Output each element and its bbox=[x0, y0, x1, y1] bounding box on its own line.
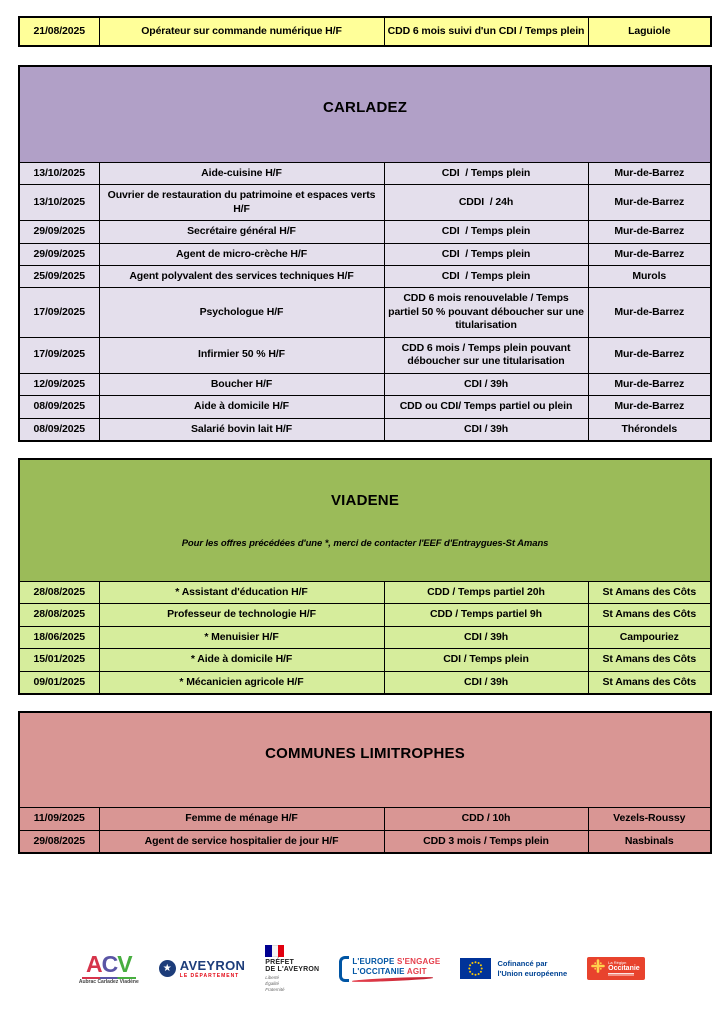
offer-row bbox=[19, 221, 711, 243]
offer-job-cell: Agent de service hospitalier de jour H/F bbox=[99, 830, 384, 853]
offer-job-cell: * Aide à domicile H/F bbox=[99, 649, 384, 671]
eu-cofinance-text bbox=[497, 959, 567, 978]
prefet-aveyron-logo bbox=[265, 945, 319, 993]
offer-job-cell: Psychologue H/F bbox=[99, 288, 384, 337]
section-header-row bbox=[19, 712, 711, 808]
offer-location-cell: Mur-de-Barrez bbox=[588, 337, 711, 373]
offer-date-cell: 29/09/2025 bbox=[19, 243, 99, 265]
section-header-row bbox=[19, 66, 711, 162]
offer-date-cell: 13/10/2025 bbox=[19, 162, 99, 184]
offer-contract-cell: CDI / Temps plein bbox=[384, 649, 588, 671]
offer-row bbox=[19, 373, 711, 395]
prefet-line1: PRÉFET bbox=[265, 959, 295, 966]
offer-contract-cell: CDD / Temps partiel 9h bbox=[384, 604, 588, 626]
offer-job-cell: Aide à domicile H/F bbox=[99, 396, 384, 418]
offer-location-cell: Murols bbox=[588, 266, 711, 288]
europe-engage-logo bbox=[339, 956, 440, 982]
section-subtitle: Pour les offres précédées d'une *, merci de contacter l'EEF d'Entraygues-St Amans bbox=[181, 537, 549, 549]
offer-location-cell: St Amans des Côts bbox=[588, 671, 711, 694]
offers-table bbox=[18, 16, 712, 47]
aveyron-star-icon bbox=[159, 960, 176, 977]
offer-location-cell: Campouriez bbox=[588, 626, 711, 648]
offer-row bbox=[19, 396, 711, 418]
occitanie-region-label: La Région bbox=[608, 960, 627, 966]
offer-row bbox=[19, 337, 711, 373]
offer-row bbox=[19, 808, 711, 830]
offer-row bbox=[19, 604, 711, 626]
offer-date-cell: 25/09/2025 bbox=[19, 266, 99, 288]
offer-row bbox=[19, 266, 711, 288]
offer-date-cell: 15/01/2025 bbox=[19, 649, 99, 671]
offer-location-cell: Nasbinals bbox=[588, 830, 711, 853]
section-title: COMMUNES LIMITROPHES bbox=[265, 744, 465, 762]
offer-row bbox=[19, 671, 711, 694]
section-title: CARLADEZ bbox=[322, 99, 408, 117]
offer-location-cell: St Amans des Côts bbox=[588, 604, 711, 626]
europe-line2-blue: L'OCCITANIE bbox=[352, 966, 405, 976]
offer-date-cell: 29/08/2025 bbox=[19, 830, 99, 853]
europe-line1-red: S'ENGAGE bbox=[396, 957, 441, 967]
occitan-cross-icon bbox=[591, 959, 605, 978]
acv-subtitle: Aubrac Carladez Viadène bbox=[78, 979, 139, 986]
offer-contract-cell: CDI / 39h bbox=[384, 626, 588, 648]
eu-cofinance-logo bbox=[460, 958, 567, 979]
aveyron-name: AVEYRON bbox=[179, 958, 246, 974]
offer-location-cell: Mur-de-Barrez bbox=[588, 185, 711, 221]
offer-sections bbox=[18, 16, 710, 854]
occitanie-region-logo bbox=[587, 957, 645, 980]
offer-contract-cell: CDD ou CDI/ Temps partiel ou plein bbox=[384, 396, 588, 418]
offer-contract-cell: CDD 6 mois renouvelable / Temps partiel 50 % pouvant déboucher sur une titularisation bbox=[384, 288, 588, 337]
offer-row bbox=[19, 162, 711, 184]
bracket-icon bbox=[339, 956, 349, 982]
motto-fraternite: Fraternité bbox=[265, 986, 285, 992]
offer-job-cell: Salarié bovin lait H/F bbox=[99, 418, 384, 441]
offer-row bbox=[19, 288, 711, 337]
offers-content bbox=[18, 16, 710, 870]
offer-location-cell: St Amans des Côts bbox=[588, 581, 711, 603]
offer-row bbox=[19, 185, 711, 221]
prefet-motto bbox=[265, 975, 284, 993]
acv-logo bbox=[78, 950, 139, 986]
offer-job-cell: Ouvrier de restauration du patrimoine et espaces verts H/F bbox=[99, 185, 384, 221]
offer-location-cell: Mur-de-Barrez bbox=[588, 396, 711, 418]
offer-job-cell: Professeur de technologie H/F bbox=[99, 604, 384, 626]
french-flag-icon bbox=[265, 945, 284, 957]
aveyron-text bbox=[180, 959, 245, 979]
europe-line1 bbox=[352, 957, 440, 966]
offer-date-cell: 17/09/2025 bbox=[19, 337, 99, 373]
offer-job-cell: Opérateur sur commande numérique H/F bbox=[99, 17, 384, 46]
offer-contract-cell: CDD 3 mois / Temps plein bbox=[384, 830, 588, 853]
offer-location-cell: Vezels-Roussy bbox=[588, 808, 711, 830]
offer-date-cell: 29/09/2025 bbox=[19, 221, 99, 243]
offers-table bbox=[18, 65, 712, 442]
offer-date-cell: 08/09/2025 bbox=[19, 418, 99, 441]
offer-contract-cell: CDI / Temps plein bbox=[384, 221, 588, 243]
europe-line1-blue: L'EUROPE bbox=[352, 957, 395, 967]
motto-egalite: Égalité bbox=[265, 980, 279, 986]
offer-location-cell: Mur-de-Barrez bbox=[588, 221, 711, 243]
europe-line2 bbox=[352, 967, 440, 976]
offer-contract-cell: CDD / 10h bbox=[384, 808, 588, 830]
offer-row bbox=[19, 418, 711, 441]
occitanie-name: Occitanie bbox=[608, 965, 640, 973]
offer-contract-cell: CDD 6 mois suivi d'un CDI / Temps plein bbox=[384, 17, 588, 46]
offer-job-cell: Agent polyvalent des services techniques H/F bbox=[99, 266, 384, 288]
aveyron-subtitle: LE DÉPARTEMENT bbox=[179, 972, 240, 979]
offer-contract-cell: CDD / Temps partiel 20h bbox=[384, 581, 588, 603]
offer-date-cell: 11/09/2025 bbox=[19, 808, 99, 830]
offer-date-cell: 17/09/2025 bbox=[19, 288, 99, 337]
offer-contract-cell: CDI / Temps plein bbox=[384, 162, 588, 184]
offer-row bbox=[19, 830, 711, 853]
offer-location-cell: St Amans des Côts bbox=[588, 649, 711, 671]
offer-location-cell: Mur-de-Barrez bbox=[588, 373, 711, 395]
section-title: VIADENE bbox=[330, 491, 400, 509]
offer-location-cell: Mur-de-Barrez bbox=[588, 243, 711, 265]
offer-date-cell: 12/09/2025 bbox=[19, 373, 99, 395]
offer-row bbox=[19, 17, 711, 46]
offer-contract-cell: CDI / Temps plein bbox=[384, 243, 588, 265]
section-header bbox=[19, 66, 711, 162]
offer-date-cell: 21/08/2025 bbox=[19, 17, 99, 46]
offer-row bbox=[19, 243, 711, 265]
offer-contract-cell: CDD 6 mois / Temps plein pouvant déboucher sur une titularisation bbox=[384, 337, 588, 373]
offer-row bbox=[19, 649, 711, 671]
section-header bbox=[19, 712, 711, 808]
offers-table bbox=[18, 458, 712, 695]
acv-letter-c: C bbox=[101, 950, 118, 977]
offer-location-cell: Mur-de-Barrez bbox=[588, 162, 711, 184]
offer-date-cell: 08/09/2025 bbox=[19, 396, 99, 418]
offer-contract-cell: CDI / 39h bbox=[384, 418, 588, 441]
offer-job-cell: Femme de ménage H/F bbox=[99, 808, 384, 830]
offer-location-cell: Laguiole bbox=[588, 17, 711, 46]
offer-job-cell: Agent de micro-crèche H/F bbox=[99, 243, 384, 265]
offer-job-cell: * Menuisier H/F bbox=[99, 626, 384, 648]
offer-job-cell: * Mécanicien agricole H/F bbox=[99, 671, 384, 694]
eu-text-line2: l'Union européenne bbox=[497, 968, 568, 978]
acv-letter-v: V bbox=[117, 950, 132, 977]
occitanie-decorative-lines bbox=[608, 973, 634, 976]
section-header bbox=[19, 459, 711, 581]
offer-location-cell: Thérondels bbox=[588, 418, 711, 441]
occitanie-text bbox=[608, 961, 640, 976]
offer-job-cell: Infirmier 50 % H/F bbox=[99, 337, 384, 373]
europe-text bbox=[352, 957, 440, 980]
offer-job-cell: Boucher H/F bbox=[99, 373, 384, 395]
offer-date-cell: 28/08/2025 bbox=[19, 604, 99, 626]
section-header-row bbox=[19, 459, 711, 581]
prefet-line2: DE L'AVEYRON bbox=[265, 966, 320, 973]
red-swoosh bbox=[352, 976, 433, 982]
acv-letter-a: A bbox=[86, 950, 102, 977]
eu-text-line1: Cofinancé par bbox=[497, 959, 548, 969]
star-glyph: ★ bbox=[162, 963, 172, 975]
offer-row bbox=[19, 626, 711, 648]
acv-letters bbox=[86, 950, 132, 977]
offers-table bbox=[18, 711, 712, 854]
eu-flag-icon bbox=[460, 958, 491, 979]
offer-job-cell: Aide-cuisine H/F bbox=[99, 162, 384, 184]
europe-line2-red: AGIT bbox=[406, 966, 427, 976]
offer-date-cell: 09/01/2025 bbox=[19, 671, 99, 694]
offer-date-cell: 13/10/2025 bbox=[19, 185, 99, 221]
offer-location-cell: Mur-de-Barrez bbox=[588, 288, 711, 337]
offer-job-cell: Secrétaire général H/F bbox=[99, 221, 384, 243]
offer-contract-cell: CDDI / 24h bbox=[384, 185, 588, 221]
offer-row bbox=[19, 581, 711, 603]
aveyron-department-logo bbox=[159, 959, 245, 979]
motto-liberte: Liberté bbox=[265, 975, 279, 980]
offer-date-cell: 18/06/2025 bbox=[19, 626, 99, 648]
footer-logos bbox=[0, 945, 724, 993]
offer-job-cell: * Assistant d'éducation H/F bbox=[99, 581, 384, 603]
offer-contract-cell: CDI / 39h bbox=[384, 671, 588, 694]
offer-date-cell: 28/08/2025 bbox=[19, 581, 99, 603]
offer-contract-cell: CDI / 39h bbox=[384, 373, 588, 395]
offer-contract-cell: CDI / Temps plein bbox=[384, 266, 588, 288]
